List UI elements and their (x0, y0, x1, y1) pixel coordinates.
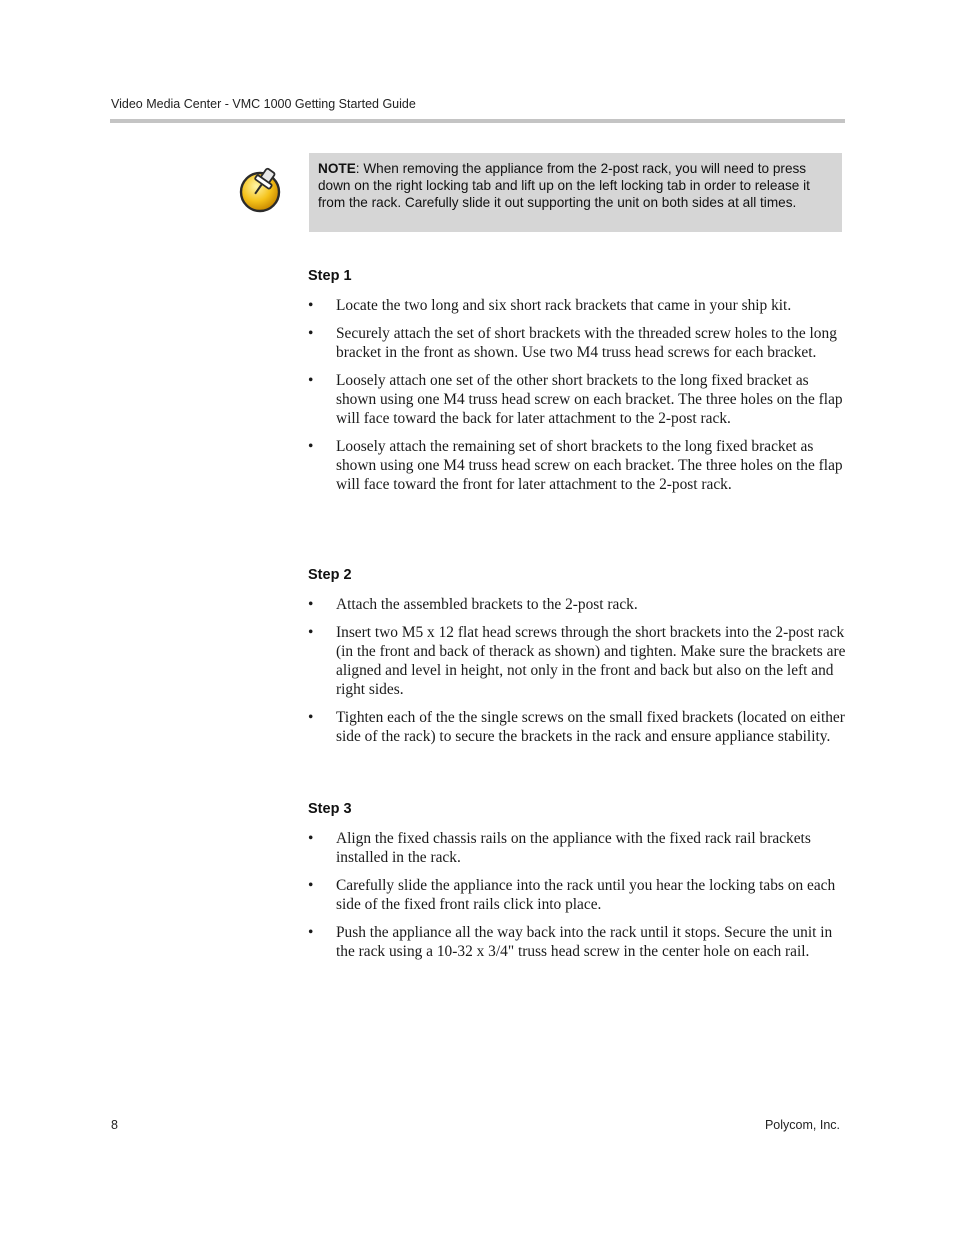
step-1-heading: Step 1 (308, 268, 352, 284)
list-item: • Insert two M5 x 12 flat head screws through the short brackets into the 2-post rack (in the front and back of therack as shown) and tighten. Make sure the brackets are aligned and level in height, not only in the front and back but also on the left and right sides. (308, 624, 846, 698)
list-item: • Loosely attach the remaining set of short brackets to the long fixed bracket as shown using one M4 truss head screw on each bracket. The three holes on the flap will face toward the front for later attachment to the 2-post rack. (308, 438, 843, 493)
header-rule (110, 119, 845, 123)
list-item: • Locate the two long and six short rack brackets that came in your ship kit. (308, 297, 792, 314)
note-label: NOTE (318, 161, 356, 176)
page-number: 8 (111, 1118, 118, 1132)
note-box (309, 153, 842, 232)
list-item: • Carefully slide the appliance into the rack until you hear the locking tabs on each side of the fixed front rails click into place. (308, 877, 836, 913)
pushpin-icon (236, 164, 286, 214)
list-item: • Align the fixed chassis rails on the appliance with the fixed rack rail brackets installed in the rack. (308, 830, 811, 866)
step-2-list (308, 595, 848, 755)
step-1-list (308, 296, 848, 503)
note-text: : When removing the appliance from the 2-post rack, you will need to press down on the right locking tab and lift up on the left locking tab in order to release it from the rack. Carefully slide it out supporting the unit on both sides at all times. (318, 161, 810, 210)
list-item: • Securely attach the set of short brackets with the threaded screw holes to the long bracket in the front as shown. Use two M4 truss head screws for each bracket. (308, 325, 837, 361)
running-header: Video Media Center - VMC 1000 Getting Started Guide (111, 97, 416, 111)
list-item: • Loosely attach one set of the other short brackets to the long fixed bracket as shown using one M4 truss head screw on each bracket. The three holes on the flap will face toward the back for later attachment to the 2-post rack. (308, 372, 843, 427)
step-2-heading: Step 2 (308, 567, 352, 583)
step-3-heading: Step 3 (308, 801, 352, 817)
list-item: • Attach the assembled brackets to the 2-post rack. (308, 596, 638, 613)
step-3-list (308, 829, 848, 970)
footer-company: Polycom, Inc. (764, 1118, 840, 1132)
list-item: • Tighten each of the the single screws on the small fixed brackets (located on either side of the rack) to secure the brackets in the rack and ensure appliance stability. (308, 709, 845, 745)
list-item: • Push the appliance all the way back into the rack until it stops. Secure the unit in the rack using a 10-32 x 3/4" truss head screw in the center hole on each rail. (308, 924, 833, 960)
